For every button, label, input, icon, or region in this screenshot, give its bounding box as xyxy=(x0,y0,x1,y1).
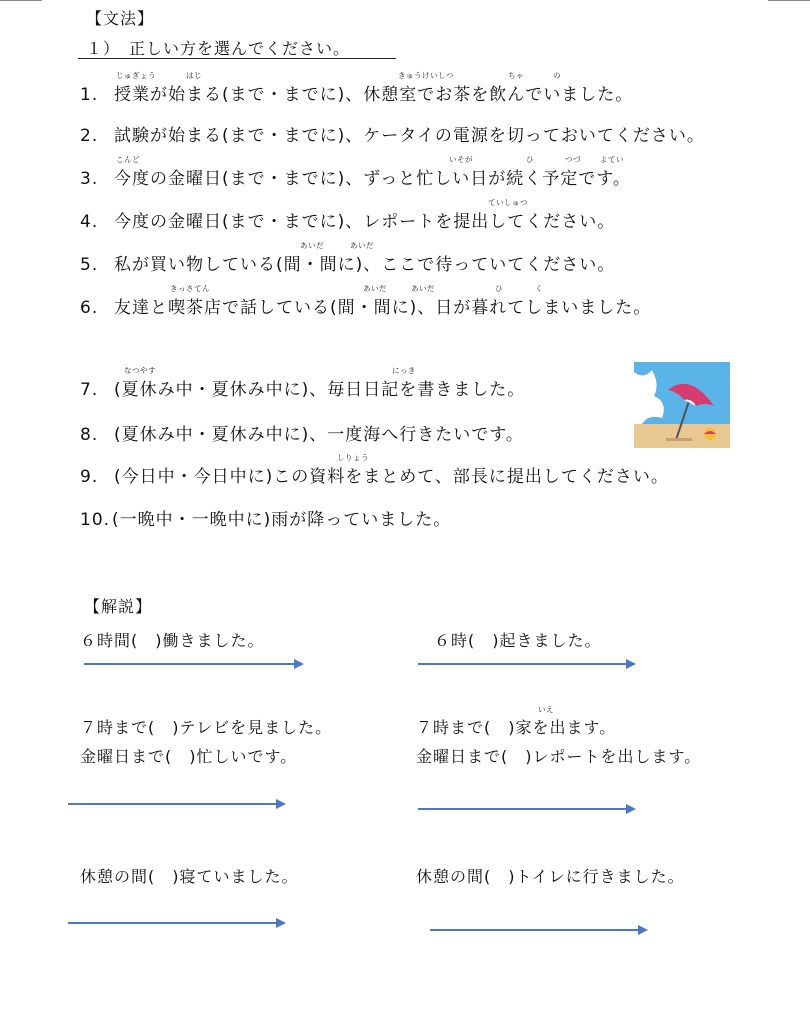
furigana-q4-1: ていしゅつ xyxy=(488,198,528,207)
question-2: 2. 試験が始まる(まで・までに)、ケータイの電源を切っておいてください。 xyxy=(80,126,705,146)
question-3: 3. 今度の金曜日(まで・までに)、ずっと忙しい日が続く予定です。 xyxy=(80,169,631,189)
timeline-arrow-4 xyxy=(418,802,636,816)
furigana-q1-2: はじ xyxy=(186,71,202,80)
timeline-arrow-2 xyxy=(418,657,636,671)
page-corner-mark-right xyxy=(768,0,810,1)
furigana-q1-1: じゅぎょう xyxy=(116,71,156,80)
furigana-q3-3: ひ xyxy=(526,155,534,164)
question-4: 4. 今度の金曜日(まで・までに)、レポートを提出してください。 xyxy=(80,212,616,232)
furigana-q3-5: よてい xyxy=(600,155,624,164)
furigana-q9-1: しりょう xyxy=(337,453,369,462)
furigana-q5-2: あいだ xyxy=(350,241,374,250)
timeline-arrow-1 xyxy=(84,657,304,671)
furigana-q3-4: つづ xyxy=(565,155,581,164)
explanation-row2-left-line1: ７時まで( )テレビを見ました。 xyxy=(80,718,333,737)
furigana-q6-5: く xyxy=(535,284,543,293)
instruction: １） 正しい方を選んでください。 xyxy=(86,39,351,58)
timeline-arrow-6 xyxy=(430,923,648,937)
beach-umbrella-illustration xyxy=(634,362,730,448)
section-title: 【文法】 xyxy=(86,9,155,28)
question-5: 5. 私が買い物している(間・間に)、ここで待っていてください。 xyxy=(80,255,616,275)
question-6: 6. 友達と喫茶店で話している(間・間に)、日が暮れてしまいました。 xyxy=(80,298,652,318)
explanation-row1-right: ６時( )起きました。 xyxy=(434,631,602,650)
question-10: 10. (一晩中・一晩中に)雨が降っていました。 xyxy=(80,510,452,530)
timeline-arrow-3 xyxy=(68,797,286,811)
furigana-q1-5: の xyxy=(553,71,561,80)
explanation-row2-right-line2: 金曜日まで( )レポートを出します。 xyxy=(416,747,702,766)
furigana-q6-1: きっさてん xyxy=(170,284,210,293)
furigana-q7-2: にっき xyxy=(392,366,416,375)
explanation-row3-right: 休憩の間( )トイレに行きました。 xyxy=(416,867,685,886)
explanation-title: 【解説】 xyxy=(84,597,153,616)
explanation-row3-left: 休憩の間( )寝ていました。 xyxy=(80,867,299,886)
furigana-q3-2: いそが xyxy=(449,155,473,164)
question-8: 8. (夏休み中・夏休み中に)、一度海へ行きたいです。 xyxy=(80,425,524,445)
furigana-q1-4: ちゃ xyxy=(508,71,524,80)
question-1: 1. 授業が始まる(まで・までに)、休憩室でお茶を飲んでいました。 xyxy=(80,85,634,105)
furigana-q6-2: あいだ xyxy=(363,284,387,293)
furigana-q3-1: こんど xyxy=(116,155,140,164)
explanation-row2-left-line2: 金曜日まで( )忙しいです。 xyxy=(80,747,298,766)
furigana-house: いえ xyxy=(538,705,554,714)
question-7: 7. (夏休み中・夏休み中に)、毎日日記を書きました。 xyxy=(80,380,526,400)
furigana-q1-3: きゅうけいしつ xyxy=(398,71,454,80)
question-9: 9. (今日中・今日中に)この資料をまとめて、部長に提出してください。 xyxy=(80,467,669,487)
explanation-row1-left: ６時間( )働きました。 xyxy=(80,631,265,650)
furigana-q6-3: あいだ xyxy=(411,284,435,293)
page-corner-mark-left xyxy=(0,0,42,1)
furigana-q7-1: なつやす xyxy=(124,366,156,375)
furigana-q6-4: ひ xyxy=(495,284,503,293)
explanation-row2-right-line1: ７時まで( )家を出ます。 xyxy=(416,718,617,737)
instruction-underline xyxy=(78,58,396,59)
furigana-q5-1: あいだ xyxy=(300,241,324,250)
timeline-arrow-5 xyxy=(68,916,286,930)
